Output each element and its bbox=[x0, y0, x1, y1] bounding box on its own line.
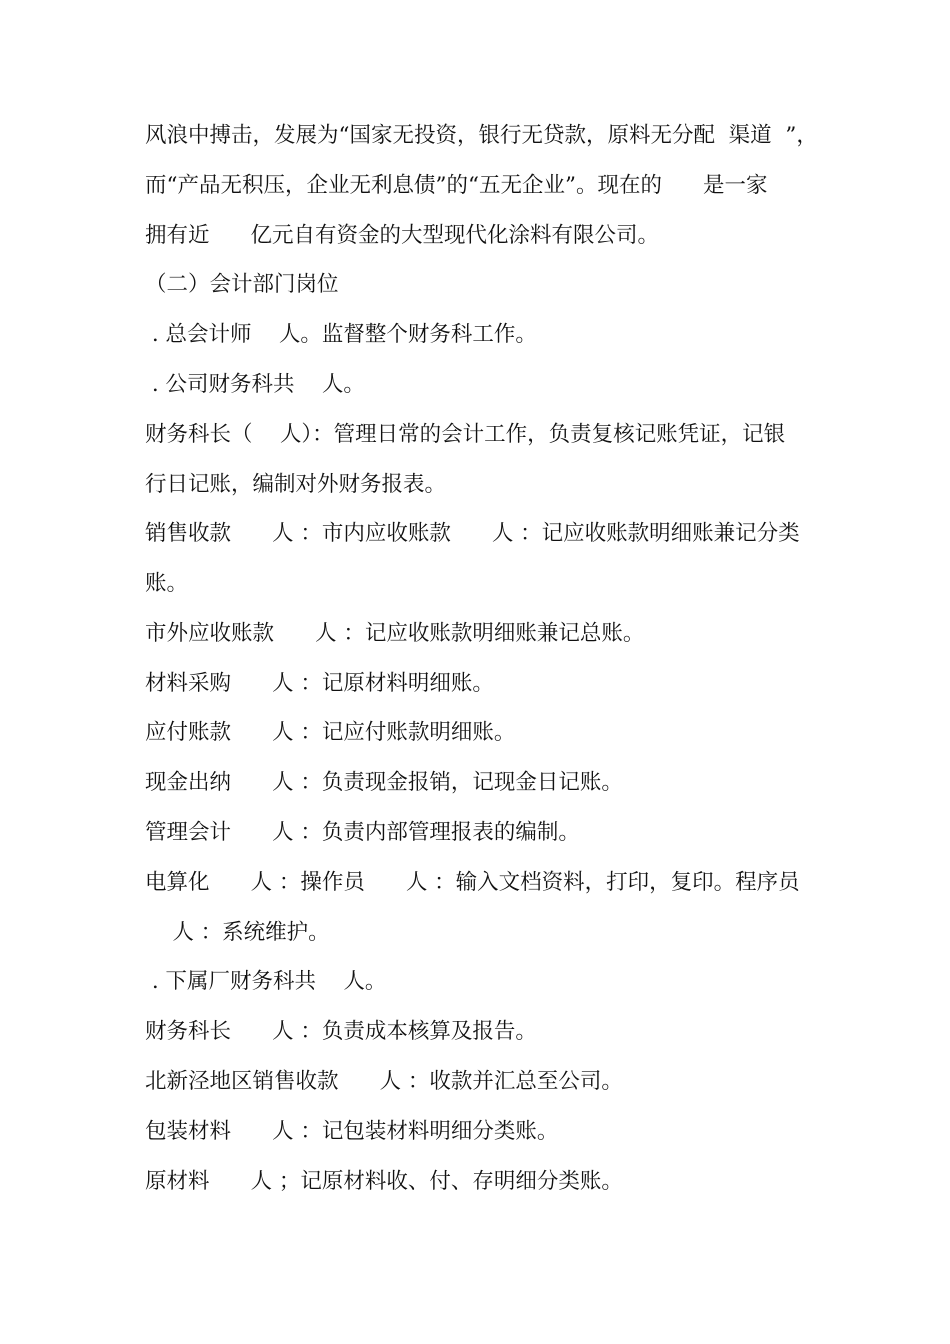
text-line: . 下属厂财务科共 人。 bbox=[145, 969, 387, 994]
text-line: 市外应收账款 人 ：记应收账款明细账兼记总账。 bbox=[145, 621, 645, 646]
text-line: 包装材料 人 ：记包装材料明细分类账。 bbox=[145, 1119, 559, 1144]
text-line: . 公司财务科共 人。 bbox=[145, 372, 365, 397]
text-line: 财务科长（ 人）：管理日常的会计工作，负责复核记账凭证，记银 bbox=[145, 422, 786, 447]
text-line: 现金出纳 人 ：负责现金报销，记现金日记账。 bbox=[145, 770, 623, 795]
text-line: 而“产品无积压，企业无利息债”的“五无企业”。现在的 是一家 bbox=[145, 173, 768, 198]
text-line: 电算化 人 ：操作员 人 ：输入文档资料，打印，复印。程序员 bbox=[145, 870, 800, 895]
text-line: 原材料 人 ；记原材料收、付、存明细分类账。 bbox=[145, 1169, 623, 1194]
text-line: 行日记账，编制对外财务报表。 bbox=[145, 472, 447, 497]
text-line: 人 ：系统维护。 bbox=[145, 920, 330, 945]
text-line: 拥有近 亿元自有资金的大型现代化涂料有限公司。 bbox=[145, 223, 660, 248]
text-line: 应付账款 人 ：记应付账款明细账。 bbox=[145, 720, 516, 745]
text-line: 北新泾地区销售收款 人 ：收款并汇总至公司。 bbox=[145, 1069, 623, 1094]
text-line: 管理会计 人 ：负责内部管理报表的编制。 bbox=[145, 820, 580, 845]
text-line: 材料采购 人 ：记原材料明细账。 bbox=[145, 671, 494, 696]
text-line: 风浪中搏击，发展为“国家无投资，银行无贷款，原料无分配 渠道 ”， bbox=[145, 123, 818, 148]
text-line: . 总会计师 人。监督整个财务科工作。 bbox=[145, 322, 537, 347]
text-line: 财务科长 人 ：负责成本核算及报告。 bbox=[145, 1019, 537, 1044]
text-line: 账。 bbox=[145, 571, 189, 596]
section-heading: （二）会计部门岗位 bbox=[145, 272, 339, 297]
text-line: 销售收款 人 ：市内应收账款 人 ：记应收账款明细账兼记分类 bbox=[145, 521, 800, 546]
